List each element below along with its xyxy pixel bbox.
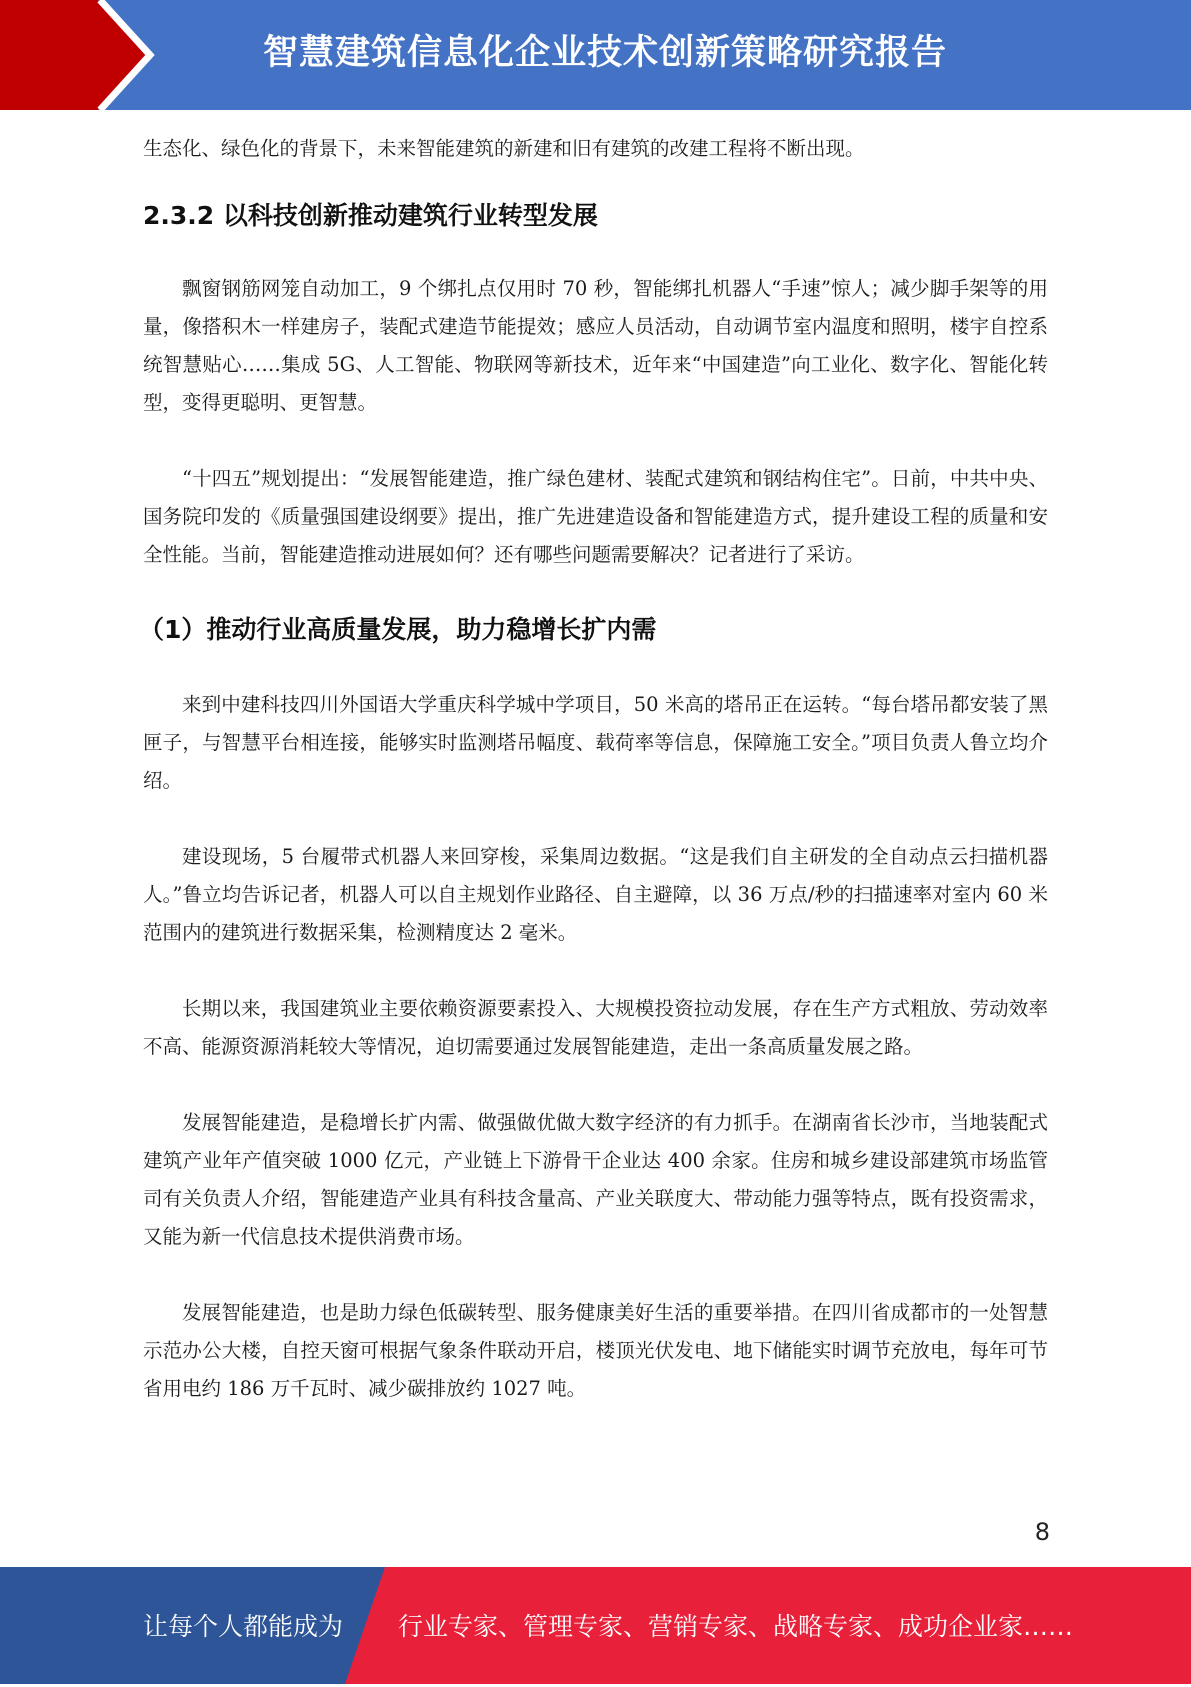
paragraph: 飘窗钢筋网笼自动加工，9 个绑扎点仅用时 70 秒，智能绑扎机器人“手速”惊人；减少脚手架等的用量，像搭积木一样建房子，装配式建造节能提效；感应人员活动，自动调节室内温度和照明，楼宇自控系统智慧贴心……集成 5G、人工智能、物联网等新技术，近年来“中国建造”向工业化、数字化、智能化转型，变得更聪明、更智慧。 — [143, 277, 1048, 414]
header-banner — [0, 0, 1191, 110]
page-number: 8 — [1034, 1518, 1050, 1546]
paragraph: 长期以来，我国建筑业主要依赖资源要素投入、大规模投资拉动发展，存在生产方式粗放、劳动效率不高、能源资源消耗较大等情况，迫切需要通过发展智能建造，走出一条高质量发展之路。 — [143, 997, 1048, 1058]
paragraph-continuation: 生态化、绿色化的背景下，未来智能建筑的新建和旧有建筑的改建工程将不断出现。 — [143, 137, 865, 160]
paragraph: 发展智能建造，是稳增长扩内需、做强做优做大数字经济的有力抓手。在湖南省长沙市，当地装配式建筑产业年产值突破 1000 亿元，产业链上下游骨干企业达 400 余家。住房和城乡建设部建筑市场监管司有关负责人介绍，智能建造产业具有科技含量高、产业关联度大、带动能力强等特点，既有投资需求，又能为新一代信息技术提供消费市场。 — [143, 1111, 1048, 1248]
paragraph: 来到中建科技四川外国语大学重庆科学城中学项目，50 米高的塔吊正在运转。“每台塔吊都安装了黑匣子，与智慧平台相连接，能够实时监测塔吊幅度、载荷率等信息，保障施工安全。”项目负责人鲁立均介绍。 — [143, 693, 1048, 792]
footer-slogan-left: 让每个人都能成为 — [143, 1612, 344, 1641]
paragraph: “十四五”规划提出：“发展智能建造，推广绿色建材、装配式建筑和钢结构住宅”。日前，中共中央、国务院印发的《质量强国建设纲要》提出，推广先进建造设备和智能建造方式，提升建设工程的质量和安全性能。当前，智能建造推动进展如何？还有哪些问题需要解决？记者进行了采访。 — [143, 467, 1048, 566]
document-body — [139, 130, 1048, 1408]
report-title: 智慧建筑信息化企业技术创新策略研究报告 — [262, 33, 947, 73]
section-heading: 2.3.2 以科技创新推动建筑行业转型发展 — [143, 201, 598, 230]
paragraph: 建设现场，5 台履带式机器人来回穿梭，采集周边数据。“这是我们自主研发的全自动点云扫描机器人。”鲁立均告诉记者，机器人可以自主规划作业路径、自主避障，以 36 万点/秒的扫描速率对室内 60 米范围内的建筑进行数据采集，检测精度达 2 毫米。 — [143, 845, 1048, 944]
footer-banner — [0, 1567, 1191, 1684]
paragraph: 发展智能建造，也是助力绿色低碳转型、服务健康美好生活的重要举措。在四川省成都市的一处智慧示范办公大楼，自控天窗可根据气象条件联动开启，楼顶光伏发电、地下储能实时调节充放电，每年可节省用电约 186 万千瓦时、减少碳排放约 1027 吨。 — [143, 1301, 1048, 1400]
footer-slogan-right: 行业专家、管理专家、营销专家、战略专家、成功企业家…… — [398, 1612, 1074, 1641]
subsection-heading: （1）推动行业高质量发展，助力稳增长扩内需 — [139, 615, 657, 644]
